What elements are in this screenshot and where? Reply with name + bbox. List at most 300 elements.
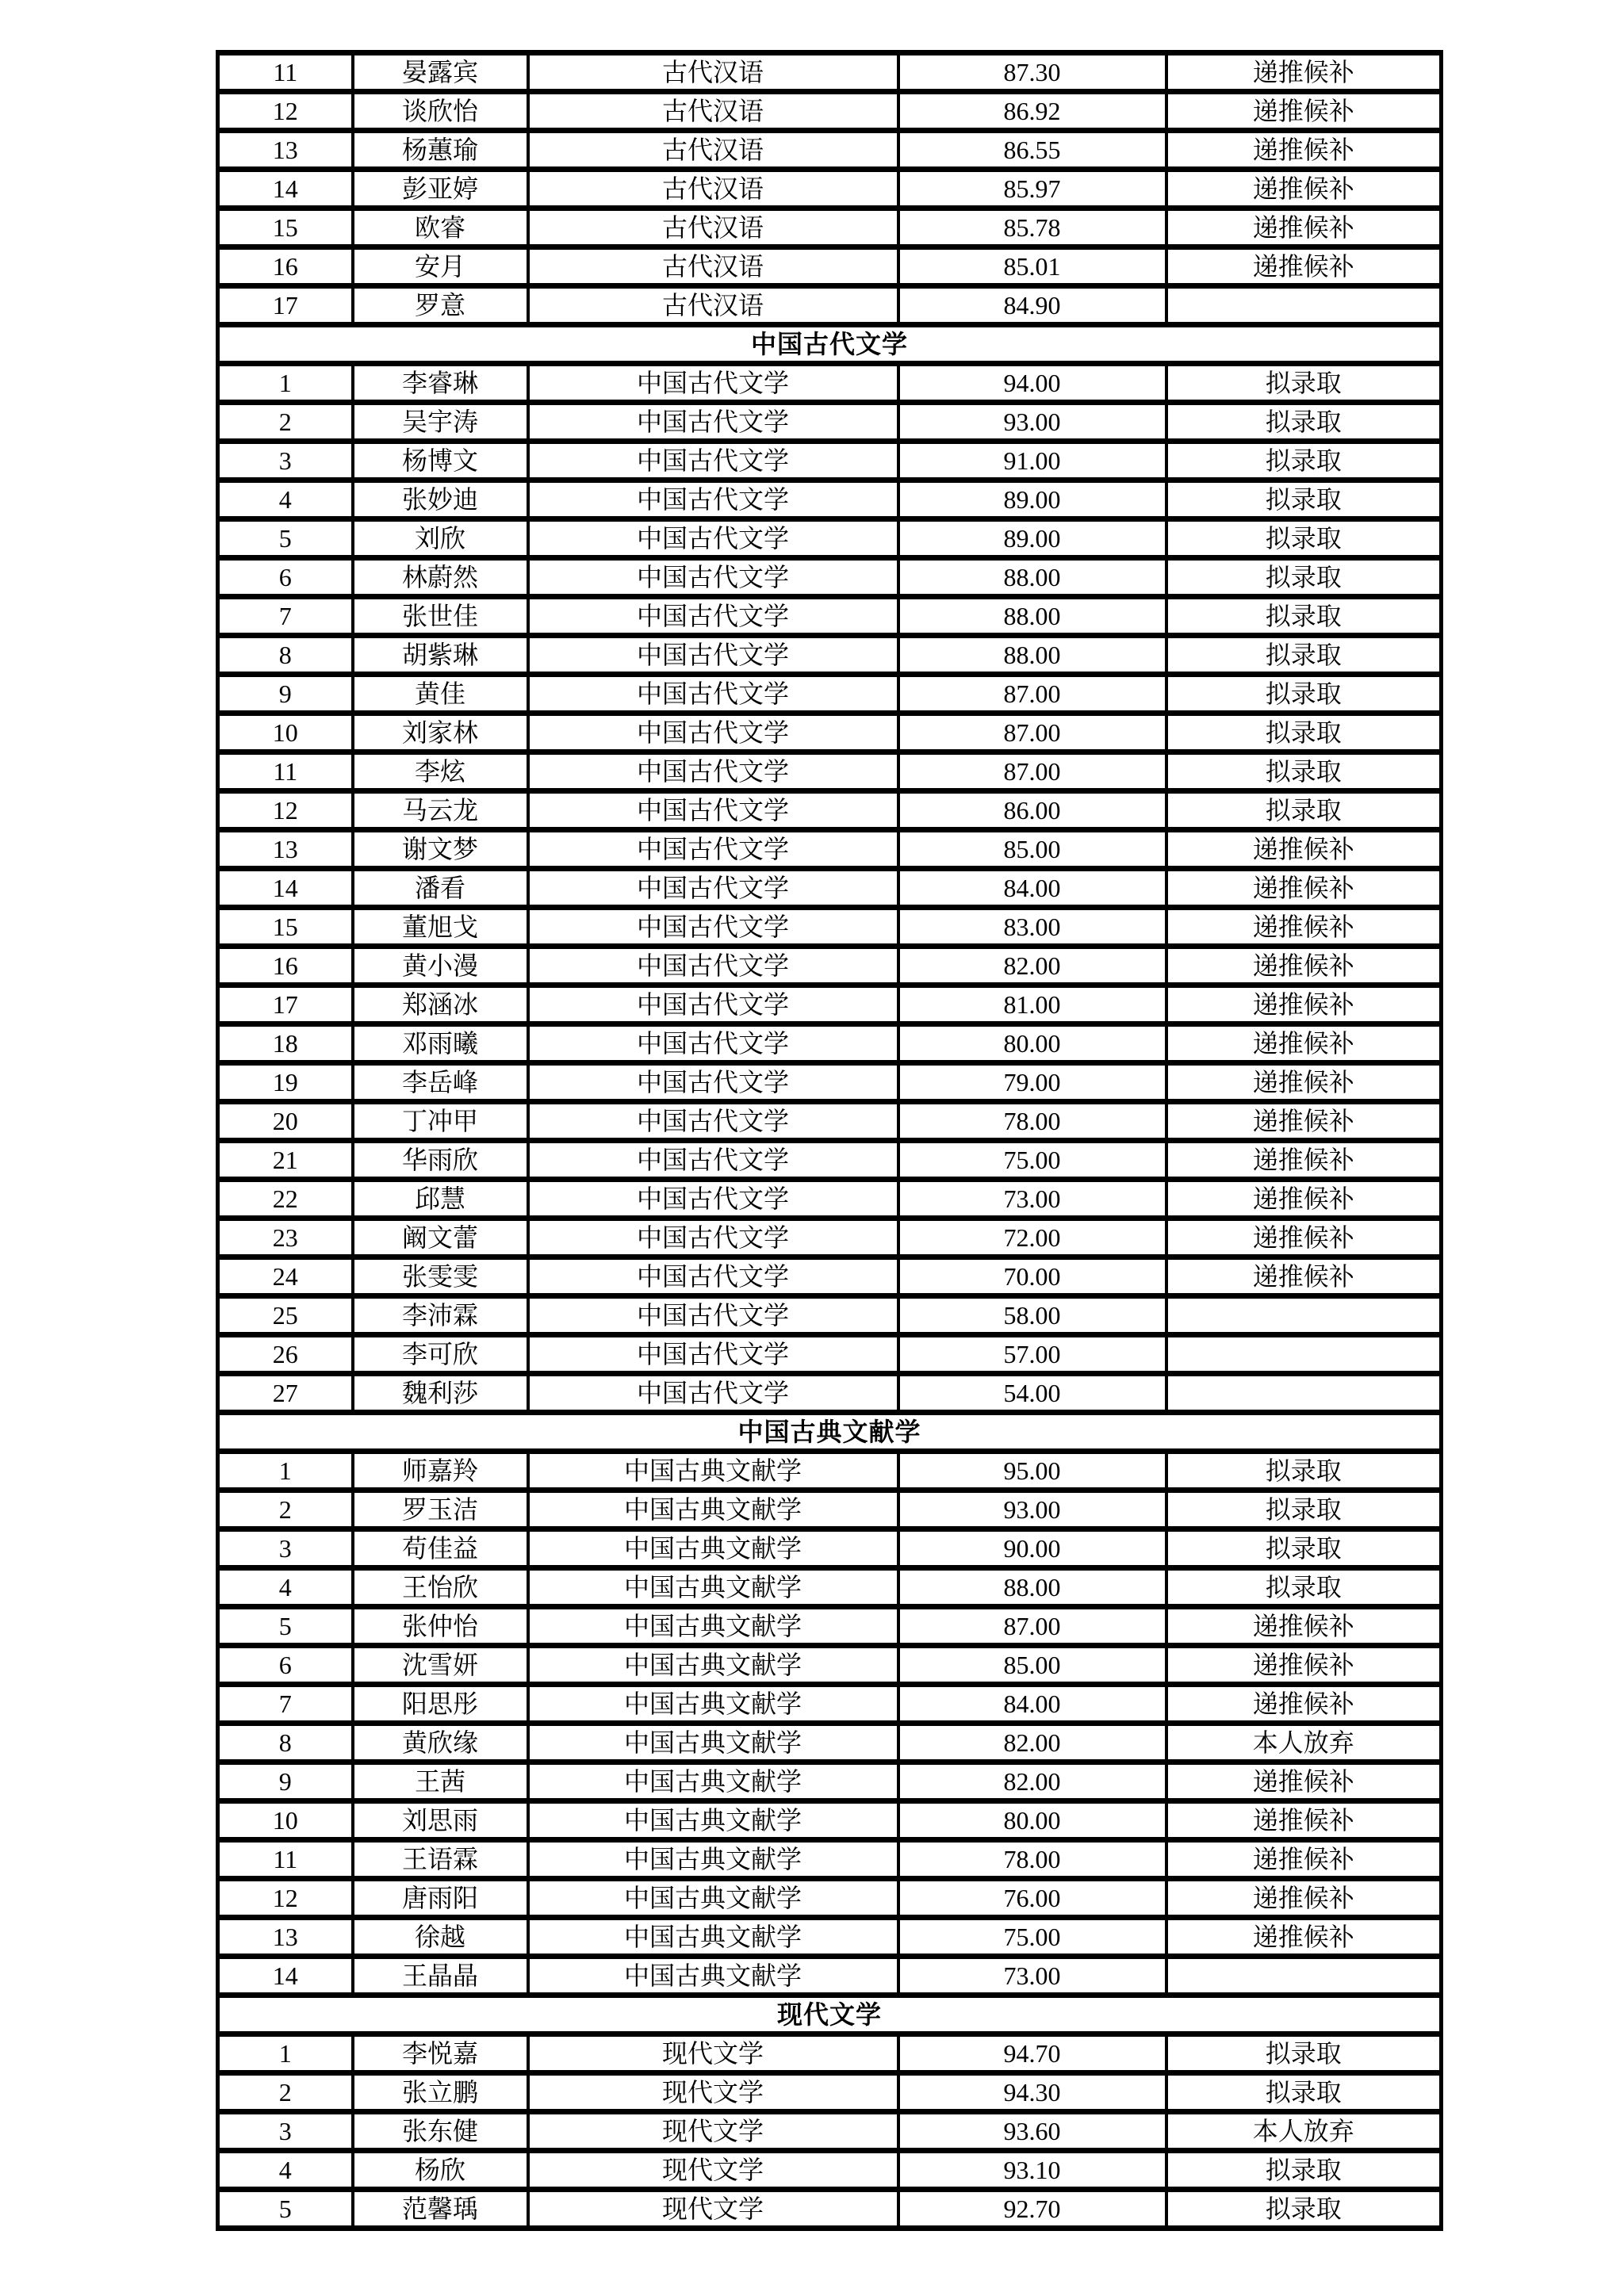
cell-score: 87.00 xyxy=(898,752,1166,791)
cell-index: 8 xyxy=(218,636,353,675)
cell-major: 中国古代文学 xyxy=(528,442,898,480)
cell-major: 中国古典文献学 xyxy=(528,1879,898,1918)
cell-major: 中国古代文学 xyxy=(528,636,898,675)
cell-name: 张东健 xyxy=(353,2112,528,2151)
table-row xyxy=(218,597,1442,636)
cell-major: 中国古代文学 xyxy=(528,597,898,636)
cell-score: 85.97 xyxy=(898,170,1166,209)
cell-index: 24 xyxy=(218,1257,353,1296)
table-row xyxy=(218,1141,1442,1180)
cell-status: 拟录取 xyxy=(1166,2190,1442,2229)
cell-index: 25 xyxy=(218,1296,353,1335)
cell-index: 7 xyxy=(218,1685,353,1724)
cell-score: 86.55 xyxy=(898,131,1166,170)
cell-index: 12 xyxy=(218,791,353,830)
cell-index: 12 xyxy=(218,1879,353,1918)
cell-index: 14 xyxy=(218,1957,353,1996)
section-header: 中国古典文献学 xyxy=(218,1413,1442,1452)
cell-status: 递推候补 xyxy=(1166,985,1442,1024)
cell-index: 7 xyxy=(218,597,353,636)
cell-name: 邱慧 xyxy=(353,1180,528,1219)
table-row xyxy=(218,53,1442,92)
cell-major: 中国古代文学 xyxy=(528,1063,898,1102)
cell-index: 15 xyxy=(218,908,353,947)
cell-name: 谈欣怡 xyxy=(353,92,528,131)
cell-status: 递推候补 xyxy=(1166,1685,1442,1724)
table-row xyxy=(218,830,1442,869)
table-row xyxy=(218,209,1442,247)
cell-name: 刘思雨 xyxy=(353,1801,528,1840)
cell-name: 黄欣缘 xyxy=(353,1724,528,1762)
cell-name: 林蔚然 xyxy=(353,558,528,597)
cell-name: 潘看 xyxy=(353,869,528,908)
cell-major: 中国古代文学 xyxy=(528,714,898,752)
cell-score: 75.00 xyxy=(898,1918,1166,1957)
cell-index: 19 xyxy=(218,1063,353,1102)
cell-major: 中国古典文献学 xyxy=(528,1840,898,1879)
cell-index: 16 xyxy=(218,947,353,985)
cell-major: 古代汉语 xyxy=(528,209,898,247)
cell-major: 中国古典文献学 xyxy=(528,1685,898,1724)
table-row xyxy=(218,442,1442,480)
cell-score: 87.00 xyxy=(898,714,1166,752)
cell-status: 递推候补 xyxy=(1166,830,1442,869)
cell-name: 李睿琳 xyxy=(353,364,528,403)
cell-status: 递推候补 xyxy=(1166,1801,1442,1840)
cell-score: 70.00 xyxy=(898,1257,1166,1296)
cell-name: 胡紫琳 xyxy=(353,636,528,675)
cell-index: 3 xyxy=(218,2112,353,2151)
cell-name: 谢文梦 xyxy=(353,830,528,869)
cell-major: 中国古代文学 xyxy=(528,364,898,403)
cell-major: 中国古代文学 xyxy=(528,791,898,830)
table-row xyxy=(218,752,1442,791)
cell-name: 安月 xyxy=(353,247,528,286)
cell-name: 徐越 xyxy=(353,1918,528,1957)
cell-status: 拟录取 xyxy=(1166,1452,1442,1490)
section-header-row xyxy=(218,1413,1442,1452)
cell-score: 93.00 xyxy=(898,403,1166,442)
table-row xyxy=(218,869,1442,908)
table-row xyxy=(218,985,1442,1024)
cell-index: 9 xyxy=(218,675,353,714)
table-row xyxy=(218,170,1442,209)
cell-name: 刘欣 xyxy=(353,519,528,558)
cell-index: 17 xyxy=(218,286,353,325)
table-row xyxy=(218,1374,1442,1413)
table-row xyxy=(218,1452,1442,1490)
cell-index: 14 xyxy=(218,869,353,908)
cell-status: 拟录取 xyxy=(1166,2073,1442,2112)
section-header: 中国古代文学 xyxy=(218,325,1442,364)
cell-major: 中国古代文学 xyxy=(528,1257,898,1296)
cell-name: 邓雨曦 xyxy=(353,1024,528,1063)
cell-index: 5 xyxy=(218,2190,353,2229)
cell-major: 古代汉语 xyxy=(528,131,898,170)
cell-score: 58.00 xyxy=(898,1296,1166,1335)
cell-score: 85.01 xyxy=(898,247,1166,286)
cell-major: 中国古代文学 xyxy=(528,558,898,597)
table-row xyxy=(218,2073,1442,2112)
cell-status: 拟录取 xyxy=(1166,1490,1442,1529)
cell-major: 中国古代文学 xyxy=(528,1024,898,1063)
cell-name: 范馨瑀 xyxy=(353,2190,528,2229)
cell-major: 中国古典文献学 xyxy=(528,1801,898,1840)
table-body xyxy=(218,53,1442,2229)
cell-major: 中国古代文学 xyxy=(528,947,898,985)
cell-index: 11 xyxy=(218,53,353,92)
cell-status: 拟录取 xyxy=(1166,636,1442,675)
cell-score: 88.00 xyxy=(898,597,1166,636)
cell-score: 73.00 xyxy=(898,1180,1166,1219)
cell-index: 2 xyxy=(218,1490,353,1529)
cell-index: 15 xyxy=(218,209,353,247)
cell-major: 现代文学 xyxy=(528,2112,898,2151)
cell-name: 沈雪妍 xyxy=(353,1646,528,1685)
table-row xyxy=(218,1685,1442,1724)
cell-score: 84.90 xyxy=(898,286,1166,325)
cell-index: 21 xyxy=(218,1141,353,1180)
cell-status: 递推候补 xyxy=(1166,1180,1442,1219)
cell-index: 13 xyxy=(218,830,353,869)
cell-major: 中国古代文学 xyxy=(528,1102,898,1141)
cell-name: 黄佳 xyxy=(353,675,528,714)
cell-score: 78.00 xyxy=(898,1840,1166,1879)
cell-score: 94.00 xyxy=(898,364,1166,403)
cell-status: 递推候补 xyxy=(1166,92,1442,131)
section-header-row xyxy=(218,1996,1442,2034)
cell-score: 72.00 xyxy=(898,1219,1166,1257)
cell-status: 拟录取 xyxy=(1166,442,1442,480)
table-row xyxy=(218,675,1442,714)
table-row xyxy=(218,1180,1442,1219)
table-row xyxy=(218,1063,1442,1102)
cell-index: 18 xyxy=(218,1024,353,1063)
cell-major: 中国古代文学 xyxy=(528,985,898,1024)
table-row xyxy=(218,1529,1442,1568)
cell-name: 董旭戈 xyxy=(353,908,528,947)
cell-index: 12 xyxy=(218,92,353,131)
cell-name: 张仲怡 xyxy=(353,1607,528,1646)
cell-status: 拟录取 xyxy=(1166,2151,1442,2190)
table-row xyxy=(218,364,1442,403)
cell-score: 94.70 xyxy=(898,2034,1166,2073)
cell-index: 14 xyxy=(218,170,353,209)
cell-index: 11 xyxy=(218,752,353,791)
cell-score: 93.10 xyxy=(898,2151,1166,2190)
cell-index: 11 xyxy=(218,1840,353,1879)
cell-major: 现代文学 xyxy=(528,2073,898,2112)
cell-major: 现代文学 xyxy=(528,2190,898,2229)
cell-status xyxy=(1166,1335,1442,1374)
table-row xyxy=(218,1296,1442,1335)
cell-score: 89.00 xyxy=(898,480,1166,519)
cell-index: 27 xyxy=(218,1374,353,1413)
cell-name: 魏利莎 xyxy=(353,1374,528,1413)
cell-major: 中国古典文献学 xyxy=(528,1529,898,1568)
cell-name: 苟佳益 xyxy=(353,1529,528,1568)
table-row xyxy=(218,480,1442,519)
cell-score: 73.00 xyxy=(898,1957,1166,1996)
cell-major: 中国古典文献学 xyxy=(528,1452,898,1490)
table-row xyxy=(218,403,1442,442)
cell-score: 82.00 xyxy=(898,1724,1166,1762)
cell-index: 22 xyxy=(218,1180,353,1219)
cell-score: 79.00 xyxy=(898,1063,1166,1102)
cell-status: 递推候补 xyxy=(1166,170,1442,209)
cell-status xyxy=(1166,1374,1442,1413)
cell-score: 83.00 xyxy=(898,908,1166,947)
cell-name: 罗意 xyxy=(353,286,528,325)
cell-status: 本人放弃 xyxy=(1166,1724,1442,1762)
table-row xyxy=(218,131,1442,170)
cell-score: 94.30 xyxy=(898,2073,1166,2112)
cell-status: 递推候补 xyxy=(1166,1257,1442,1296)
table-row xyxy=(218,1918,1442,1957)
cell-index: 5 xyxy=(218,1607,353,1646)
cell-major: 中国古代文学 xyxy=(528,752,898,791)
cell-status: 递推候补 xyxy=(1166,1102,1442,1141)
cell-score: 93.00 xyxy=(898,1490,1166,1529)
cell-index: 23 xyxy=(218,1219,353,1257)
cell-status: 递推候补 xyxy=(1166,1762,1442,1801)
cell-major: 中国古典文献学 xyxy=(528,1607,898,1646)
cell-name: 李炫 xyxy=(353,752,528,791)
cell-score: 75.00 xyxy=(898,1141,1166,1180)
cell-score: 92.70 xyxy=(898,2190,1166,2229)
table-row xyxy=(218,1102,1442,1141)
cell-major: 古代汉语 xyxy=(528,286,898,325)
cell-index: 3 xyxy=(218,1529,353,1568)
cell-major: 中国古代文学 xyxy=(528,1180,898,1219)
cell-score: 84.00 xyxy=(898,869,1166,908)
cell-index: 1 xyxy=(218,1452,353,1490)
cell-name: 吴宇涛 xyxy=(353,403,528,442)
cell-status: 递推候补 xyxy=(1166,53,1442,92)
table-row xyxy=(218,2151,1442,2190)
cell-score: 82.00 xyxy=(898,947,1166,985)
table-row xyxy=(218,1801,1442,1840)
cell-status: 递推候补 xyxy=(1166,869,1442,908)
cell-score: 87.00 xyxy=(898,675,1166,714)
results-table xyxy=(216,50,1443,2231)
table-row xyxy=(218,1607,1442,1646)
cell-index: 3 xyxy=(218,442,353,480)
cell-score: 88.00 xyxy=(898,1568,1166,1607)
cell-index: 13 xyxy=(218,131,353,170)
cell-major: 中国古典文献学 xyxy=(528,1724,898,1762)
cell-name: 师嘉羚 xyxy=(353,1452,528,1490)
table-row xyxy=(218,2112,1442,2151)
table-row xyxy=(218,1219,1442,1257)
cell-score: 84.00 xyxy=(898,1685,1166,1724)
cell-name: 刘家林 xyxy=(353,714,528,752)
cell-major: 中国古典文献学 xyxy=(528,1568,898,1607)
cell-major: 中国古代文学 xyxy=(528,908,898,947)
cell-score: 88.00 xyxy=(898,636,1166,675)
cell-score: 85.00 xyxy=(898,830,1166,869)
table-row xyxy=(218,2034,1442,2073)
table-row xyxy=(218,286,1442,325)
cell-score: 87.30 xyxy=(898,53,1166,92)
cell-name: 王怡欣 xyxy=(353,1568,528,1607)
cell-status: 拟录取 xyxy=(1166,1529,1442,1568)
cell-status: 拟录取 xyxy=(1166,1568,1442,1607)
cell-major: 中国古代文学 xyxy=(528,1141,898,1180)
cell-index: 13 xyxy=(218,1918,353,1957)
cell-score: 88.00 xyxy=(898,558,1166,597)
table-row xyxy=(218,1762,1442,1801)
table-row xyxy=(218,908,1442,947)
cell-score: 89.00 xyxy=(898,519,1166,558)
cell-status: 拟录取 xyxy=(1166,675,1442,714)
cell-score: 93.60 xyxy=(898,2112,1166,2151)
cell-status: 递推候补 xyxy=(1166,1646,1442,1685)
cell-major: 中国古代文学 xyxy=(528,869,898,908)
table-row xyxy=(218,558,1442,597)
cell-score: 90.00 xyxy=(898,1529,1166,1568)
cell-name: 罗玉洁 xyxy=(353,1490,528,1529)
cell-score: 80.00 xyxy=(898,1801,1166,1840)
cell-index: 4 xyxy=(218,480,353,519)
cell-score: 86.92 xyxy=(898,92,1166,131)
cell-index: 8 xyxy=(218,1724,353,1762)
cell-name: 王语霖 xyxy=(353,1840,528,1879)
section-header-row xyxy=(218,325,1442,364)
cell-index: 10 xyxy=(218,714,353,752)
cell-major: 古代汉语 xyxy=(528,170,898,209)
table-row xyxy=(218,636,1442,675)
cell-status: 递推候补 xyxy=(1166,209,1442,247)
cell-name: 王茜 xyxy=(353,1762,528,1801)
cell-status: 递推候补 xyxy=(1166,947,1442,985)
table-row xyxy=(218,1568,1442,1607)
cell-index: 1 xyxy=(218,364,353,403)
cell-major: 中国古典文献学 xyxy=(528,1762,898,1801)
cell-major: 中国古代文学 xyxy=(528,1219,898,1257)
cell-status: 拟录取 xyxy=(1166,558,1442,597)
cell-score: 87.00 xyxy=(898,1607,1166,1646)
cell-major: 中国古代文学 xyxy=(528,480,898,519)
cell-major: 现代文学 xyxy=(528,2034,898,2073)
cell-major: 中国古典文献学 xyxy=(528,1490,898,1529)
cell-index: 6 xyxy=(218,1646,353,1685)
table-row xyxy=(218,2190,1442,2229)
table-row xyxy=(218,92,1442,131)
cell-index: 26 xyxy=(218,1335,353,1374)
cell-name: 郑涵冰 xyxy=(353,985,528,1024)
cell-major: 中国古代文学 xyxy=(528,403,898,442)
table-row xyxy=(218,1490,1442,1529)
cell-score: 57.00 xyxy=(898,1335,1166,1374)
table-row xyxy=(218,1335,1442,1374)
cell-major: 中国古代文学 xyxy=(528,1374,898,1413)
cell-name: 杨博文 xyxy=(353,442,528,480)
cell-score: 80.00 xyxy=(898,1024,1166,1063)
cell-score: 85.78 xyxy=(898,209,1166,247)
cell-status xyxy=(1166,1957,1442,1996)
table-row xyxy=(218,247,1442,286)
cell-name: 欧睿 xyxy=(353,209,528,247)
cell-major: 古代汉语 xyxy=(528,53,898,92)
cell-major: 现代文学 xyxy=(528,2151,898,2190)
cell-status: 递推候补 xyxy=(1166,908,1442,947)
cell-name: 李沛霖 xyxy=(353,1296,528,1335)
cell-major: 中国古典文献学 xyxy=(528,1957,898,1996)
cell-name: 彭亚婷 xyxy=(353,170,528,209)
cell-name: 丁冲甲 xyxy=(353,1102,528,1141)
cell-status: 递推候补 xyxy=(1166,1840,1442,1879)
cell-name: 张雯雯 xyxy=(353,1257,528,1296)
cell-name: 阳思彤 xyxy=(353,1685,528,1724)
cell-score: 76.00 xyxy=(898,1879,1166,1918)
cell-major: 中国古代文学 xyxy=(528,1335,898,1374)
cell-status: 拟录取 xyxy=(1166,752,1442,791)
cell-name: 张妙迪 xyxy=(353,480,528,519)
cell-status: 拟录取 xyxy=(1166,714,1442,752)
cell-status: 拟录取 xyxy=(1166,597,1442,636)
cell-major: 中国古代文学 xyxy=(528,519,898,558)
cell-name: 李岳峰 xyxy=(353,1063,528,1102)
cell-major: 中国古典文献学 xyxy=(528,1646,898,1685)
cell-index: 1 xyxy=(218,2034,353,2073)
cell-major: 中国古典文献学 xyxy=(528,1918,898,1957)
cell-status: 递推候补 xyxy=(1166,1918,1442,1957)
cell-index: 17 xyxy=(218,985,353,1024)
cell-name: 李悦嘉 xyxy=(353,2034,528,2073)
table-row xyxy=(218,1957,1442,1996)
cell-score: 78.00 xyxy=(898,1102,1166,1141)
cell-name: 杨欣 xyxy=(353,2151,528,2190)
cell-name: 张立鹏 xyxy=(353,2073,528,2112)
cell-score: 95.00 xyxy=(898,1452,1166,1490)
cell-score: 81.00 xyxy=(898,985,1166,1024)
table-row xyxy=(218,791,1442,830)
cell-index: 4 xyxy=(218,1568,353,1607)
cell-name: 李可欣 xyxy=(353,1335,528,1374)
cell-status xyxy=(1166,1296,1442,1335)
cell-name: 王晶晶 xyxy=(353,1957,528,1996)
cell-score: 85.00 xyxy=(898,1646,1166,1685)
cell-major: 古代汉语 xyxy=(528,247,898,286)
cell-status: 拟录取 xyxy=(1166,2034,1442,2073)
cell-status: 递推候补 xyxy=(1166,131,1442,170)
cell-major: 中国古代文学 xyxy=(528,675,898,714)
cell-index: 10 xyxy=(218,1801,353,1840)
table-row xyxy=(218,1646,1442,1685)
cell-index: 9 xyxy=(218,1762,353,1801)
cell-index: 4 xyxy=(218,2151,353,2190)
table-row xyxy=(218,714,1442,752)
cell-name: 黄小漫 xyxy=(353,947,528,985)
cell-status: 拟录取 xyxy=(1166,480,1442,519)
section-header: 现代文学 xyxy=(218,1996,1442,2034)
cell-status: 拟录取 xyxy=(1166,403,1442,442)
cell-status: 递推候补 xyxy=(1166,1141,1442,1180)
cell-score: 91.00 xyxy=(898,442,1166,480)
cell-name: 杨蕙瑜 xyxy=(353,131,528,170)
cell-status: 拟录取 xyxy=(1166,791,1442,830)
cell-major: 中国古代文学 xyxy=(528,1296,898,1335)
table-row xyxy=(218,1879,1442,1918)
cell-name: 马云龙 xyxy=(353,791,528,830)
cell-major: 中国古代文学 xyxy=(528,830,898,869)
table-row xyxy=(218,1024,1442,1063)
table-row xyxy=(218,1724,1442,1762)
cell-score: 54.00 xyxy=(898,1374,1166,1413)
cell-index: 20 xyxy=(218,1102,353,1141)
cell-major: 古代汉语 xyxy=(528,92,898,131)
